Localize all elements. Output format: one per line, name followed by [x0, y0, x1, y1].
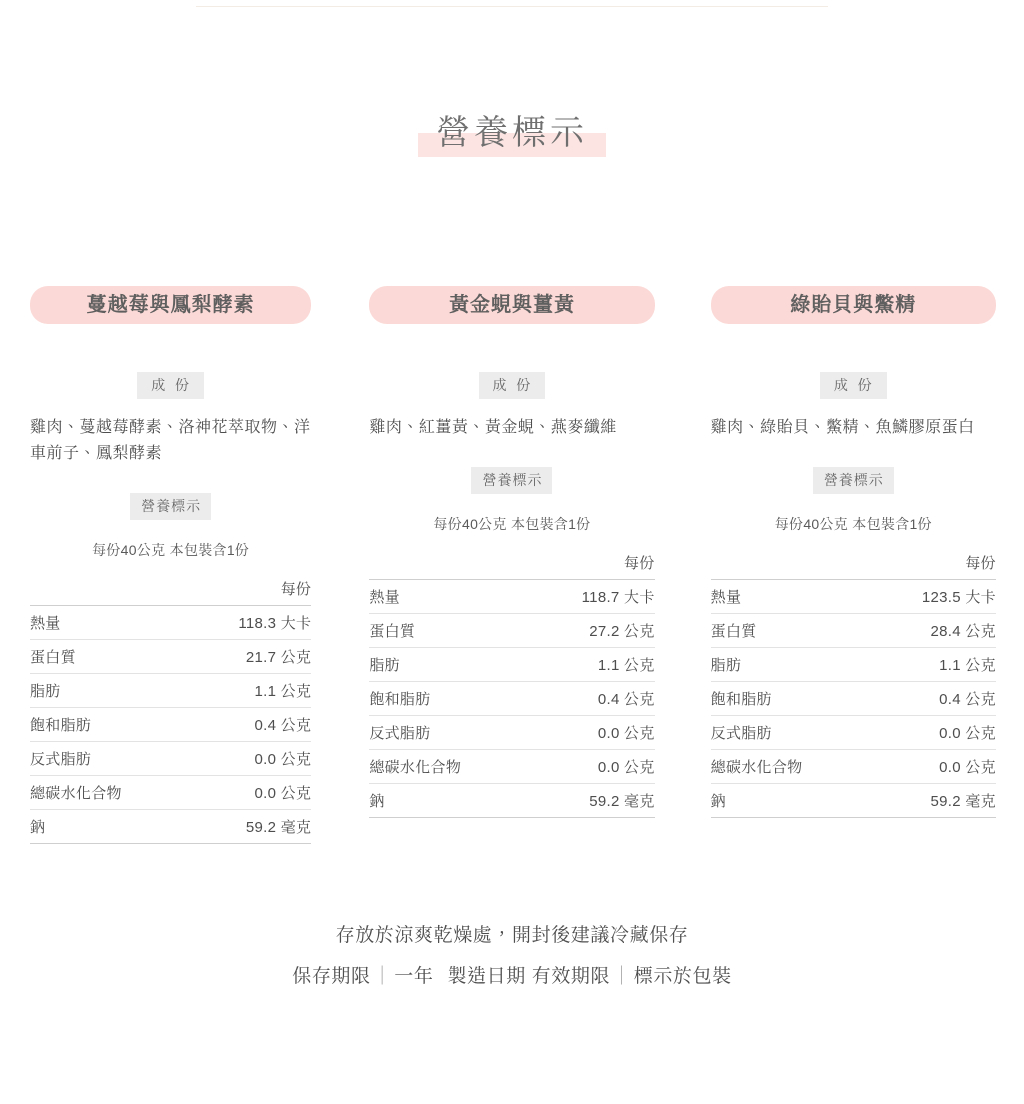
nutrient-value: 0.0 公克: [187, 775, 312, 809]
nutrition-heading-row: [711, 467, 996, 494]
nutrition-heading-row: [369, 467, 654, 494]
nutrient-name: 脂肪: [30, 673, 187, 707]
table-row: [711, 681, 996, 715]
table-row: [369, 749, 654, 783]
ingredients-text: 雞肉、綠貽貝、鱉精、魚鱗膠原蛋白: [710, 419, 975, 436]
ingredients-heading-row: [711, 372, 996, 399]
shelf-life-line: [0, 961, 1024, 988]
ingredients-text: 雞肉、紅薑黃、黃金蜆、燕麥纖維: [369, 419, 617, 436]
nutrient-value: 59.2 毫克: [869, 783, 996, 817]
nutrient-value: 59.2 毫克: [187, 809, 312, 843]
table-row: [369, 613, 654, 647]
mfg-value: 標示於包裝: [633, 966, 732, 987]
nutrient-name: 蛋白質: [711, 613, 869, 647]
table-row: [711, 783, 996, 817]
nutrient-value: 118.3 大卡: [187, 605, 312, 639]
nutrient-value: 0.0 公克: [869, 749, 996, 783]
product-column-1: [0, 286, 341, 844]
table-row: [369, 715, 654, 749]
shelf-life-label: 保存期限: [292, 966, 371, 987]
nutrient-header-spacer: [30, 574, 187, 606]
nutrient-name: 總碳水化合物: [711, 749, 869, 783]
table-row: [30, 605, 311, 639]
nutrient-value: 0.0 公克: [528, 749, 654, 783]
nutrient-name: 飽和脂肪: [30, 707, 187, 741]
nutrition-table-header: [369, 548, 654, 580]
nutrient-value: 21.7 公克: [187, 639, 312, 673]
page-title: [418, 108, 606, 161]
nutrient-name: 總碳水化合物: [30, 775, 187, 809]
nutrient-value: 28.4 公克: [869, 613, 996, 647]
footer-notes: [0, 920, 1024, 988]
separator-2: ｜: [612, 966, 632, 987]
per-serving-header: 每份: [528, 548, 654, 580]
shelf-life-value: 一年: [394, 966, 434, 987]
table-row: [30, 809, 311, 843]
table-row: [30, 707, 311, 741]
nutrient-name: 蛋白質: [30, 639, 187, 673]
table-row: [369, 681, 654, 715]
storage-note: 存放於涼爽乾燥處，開封後建議冷藏保存: [335, 925, 689, 946]
nutrient-value: 123.5 大卡: [869, 579, 996, 613]
nutrition-heading: 營養標示: [471, 467, 552, 494]
serving-info: 每份40公克 本包裝含1份: [433, 515, 591, 532]
nutrient-name: 熱量: [711, 579, 869, 613]
top-divider: [196, 6, 828, 7]
page-title-text: 營養標示: [436, 114, 588, 152]
nutrient-name: 鈉: [711, 783, 869, 817]
nutrition-heading-row: [30, 493, 311, 520]
nutrition-table: [369, 548, 654, 818]
separator-1: ｜: [372, 966, 393, 987]
nutrient-value: 0.4 公克: [869, 681, 996, 715]
nutrient-name: 脂肪: [369, 647, 528, 681]
nutrient-name: 反式脂肪: [30, 741, 187, 775]
page-title-container: [0, 108, 1024, 161]
nutrient-value: 1.1 公克: [528, 647, 654, 681]
nutrition-table-header: [30, 574, 311, 606]
product-columns: [0, 286, 1024, 844]
nutrient-value: 118.7 大卡: [528, 579, 654, 613]
nutrient-value: 1.1 公克: [187, 673, 312, 707]
table-row: [369, 783, 654, 817]
product-name-badge: 黃金蜆與薑黃: [369, 286, 654, 324]
per-serving-header: 每份: [187, 574, 312, 606]
product-name-badge: 綠貽貝與鱉精: [711, 286, 996, 324]
nutrition-table-header: [711, 548, 996, 580]
ingredients-text: 雞肉、蔓越莓酵素、洛神花萃取物、洋車前子、鳳梨酵素: [30, 419, 311, 462]
nutrient-value: 59.2 毫克: [528, 783, 654, 817]
nutrient-header-spacer: [369, 548, 528, 580]
nutrition-table: [30, 574, 311, 844]
table-row: [369, 579, 654, 613]
table-row: [30, 639, 311, 673]
table-row: [711, 613, 996, 647]
serving-info: 每份40公克 本包裝含1份: [92, 541, 250, 558]
per-serving-header: 每份: [869, 548, 996, 580]
nutrient-name: 脂肪: [711, 647, 869, 681]
nutrient-header-spacer: [711, 548, 869, 580]
table-row: [711, 647, 996, 681]
nutrient-name: 飽和脂肪: [711, 681, 869, 715]
nutrient-name: 鈉: [369, 783, 528, 817]
nutrient-name: 反式脂肪: [711, 715, 869, 749]
nutrient-name: 熱量: [30, 605, 187, 639]
nutrition-table: [711, 548, 996, 818]
nutrient-value: 0.0 公克: [869, 715, 996, 749]
table-row: [711, 715, 996, 749]
table-row: [711, 749, 996, 783]
ingredients-heading-row: [30, 372, 311, 399]
table-row: [30, 775, 311, 809]
nutrient-value: 0.0 公克: [528, 715, 654, 749]
nutrition-heading: 營養標示: [130, 493, 211, 520]
table-row: [30, 673, 311, 707]
table-row: [30, 741, 311, 775]
nutrient-name: 反式脂肪: [369, 715, 528, 749]
nutrient-value: 0.0 公克: [187, 741, 312, 775]
nutrient-name: 蛋白質: [369, 613, 528, 647]
ingredients-heading: 成 份: [479, 372, 546, 399]
nutrient-value: 1.1 公克: [869, 647, 996, 681]
product-name-badge: 蔓越莓與鳳梨酵素: [30, 286, 311, 324]
ingredients-heading: 成 份: [137, 372, 204, 399]
serving-info: 每份40公克 本包裝含1份: [774, 515, 932, 532]
ingredients-heading: 成 份: [820, 372, 887, 399]
nutrient-value: 27.2 公克: [528, 613, 654, 647]
nutrient-value: 0.4 公克: [528, 681, 654, 715]
table-row: [369, 647, 654, 681]
nutrient-value: 0.4 公克: [187, 707, 312, 741]
nutrient-name: 鈉: [30, 809, 187, 843]
product-column-3: [683, 286, 1024, 844]
nutrient-name: 飽和脂肪: [369, 681, 528, 715]
mfg-label: 製造日期 有效期限: [447, 966, 611, 987]
nutrient-name: 總碳水化合物: [369, 749, 528, 783]
nutrition-heading: 營養標示: [813, 467, 894, 494]
table-row: [711, 579, 996, 613]
nutrient-name: 熱量: [369, 579, 528, 613]
ingredients-heading-row: [369, 372, 654, 399]
product-column-2: [341, 286, 682, 844]
